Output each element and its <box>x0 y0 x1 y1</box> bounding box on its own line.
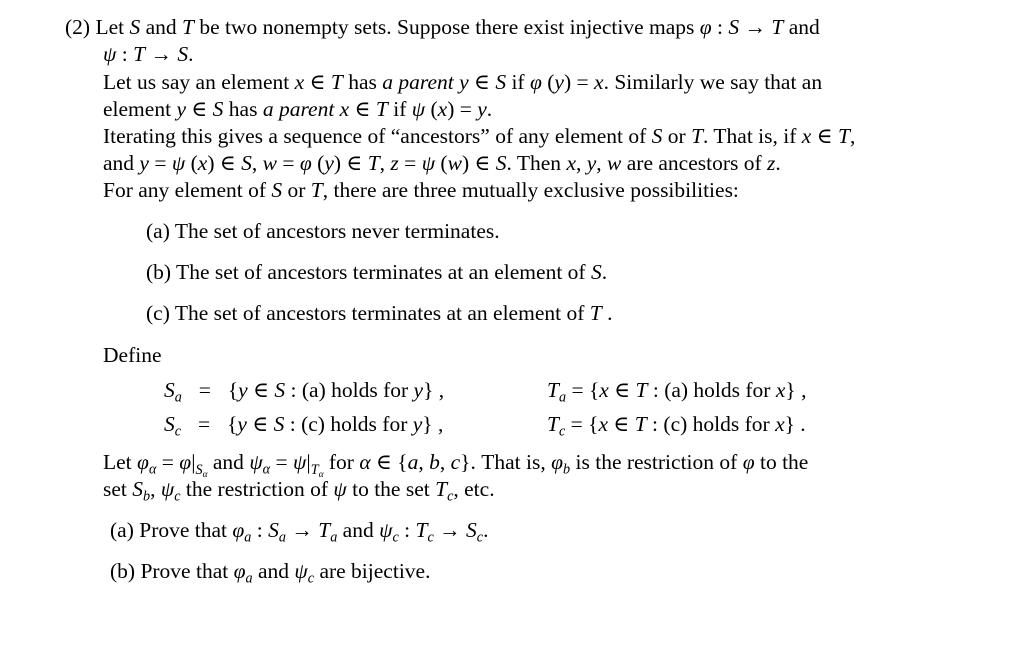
psi-map-line: ψ : T → S. <box>103 42 194 66</box>
problem-intro-line: (2) Let S and T be two nonempty sets. Suppose there exist injective maps φ : S → T and <box>65 15 820 39</box>
restriction-line-2: set $S_b$, $\psi_c$ the restriction of ψ to the set $T_c$, etc. <box>103 477 495 505</box>
possibility-a: (a) The set of ancestors never terminates. <box>146 219 500 243</box>
define-label: Define <box>103 343 162 367</box>
definition-s-c: $S_c = \{y$ ∈ S : (c) holds for y} , <box>164 412 444 440</box>
question-a: (a) Prove that $\varphi_a$ : $S_a \to T_a$ and $\psi_c$ : $T_c \to S_c$. <box>110 518 489 546</box>
definition-t-c: $T_c = \{x$ ∈ T : (c) holds for x} . <box>547 412 806 440</box>
possibility-c: (c) The set of ancestors terminates at an element of T . <box>146 301 613 325</box>
possibilities-intro-line: For any element of S or T, there are three mutually exclusive possibilities: <box>103 178 739 202</box>
parent-definition-line-2: element y ∈ S has a parent x ∈ T if ψ (x) = y. <box>103 97 493 121</box>
definition-s-a: $S_a = \{y$ ∈ S : (a) holds for y} , <box>164 378 445 406</box>
definition-t-a: $T_a = \{x$ ∈ T : (a) holds for x} , <box>547 378 807 406</box>
question-b: (b) Prove that $\varphi_a$ and $\psi_c$ are bijective. <box>110 559 431 587</box>
restriction-line: Let $\varphi_\alpha = \varphi|_{S_\alpha}$ and $\psi_\alpha = \psi|_{T_\alpha}$ for α ∈ {a, b, c}. That is, $\varphi_b$ is the restriction of φ to the <box>103 450 809 480</box>
possibility-b: (b) The set of ancestors terminates at an element of S. <box>146 260 608 284</box>
iteration-line: Iterating this gives a sequence of “ancestors” of any element of S or T. That is, if x ∈ T, <box>103 124 856 148</box>
parent-definition-line: Let us say an element x ∈ T has a parent y ∈ S if φ (y) = x. Similarly we say that an <box>103 70 823 94</box>
problem-number: (2) <box>65 15 91 39</box>
ancestors-example-line: and y = ψ (x) ∈ S, w = φ (y) ∈ T, z = ψ (w) ∈ S. Then x, y, w are ancestors of z. <box>103 151 781 175</box>
